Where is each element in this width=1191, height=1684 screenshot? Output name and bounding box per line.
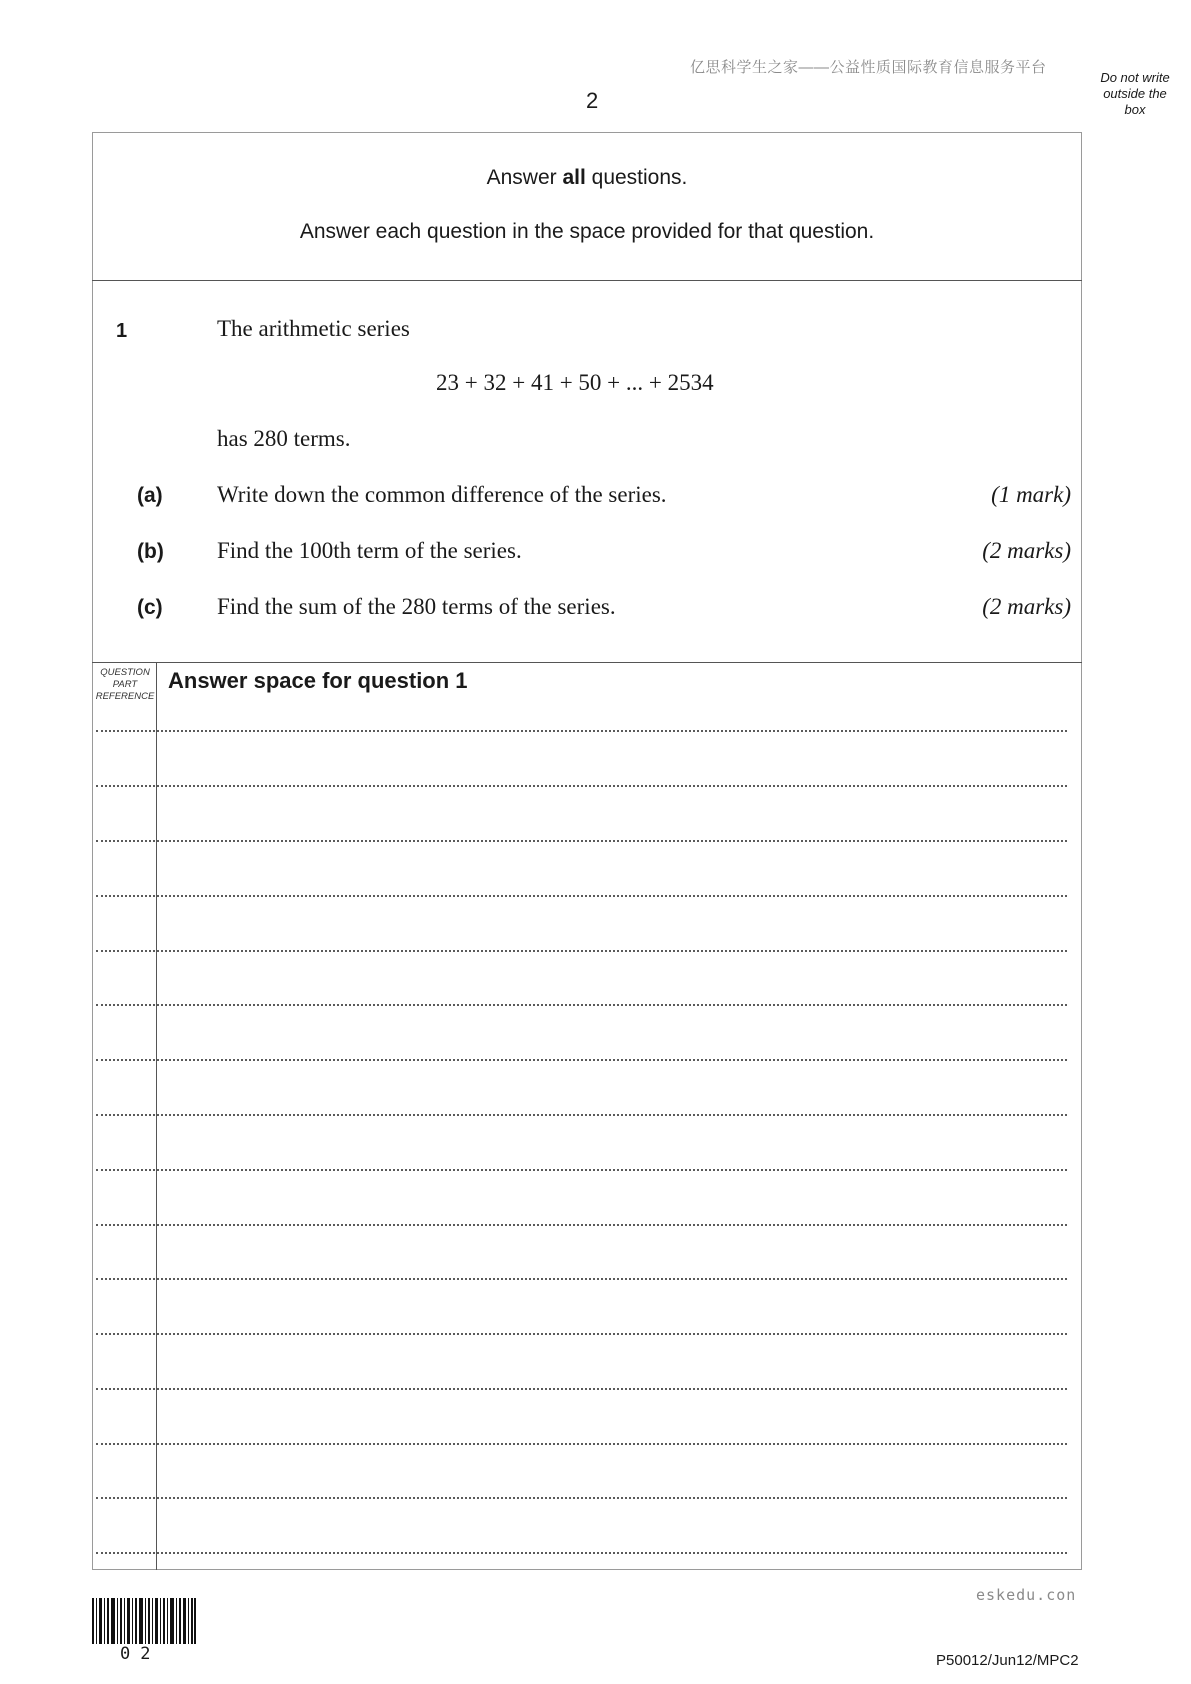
- answer-line[interactable]: [96, 1497, 1067, 1499]
- answer-line[interactable]: [96, 950, 1067, 952]
- answer-line[interactable]: [96, 1443, 1067, 1445]
- part-text-b: Find the 100th term of the series.: [217, 538, 522, 563]
- barcode-icon: [92, 1598, 196, 1644]
- answer-line[interactable]: [96, 1388, 1067, 1390]
- part-marks-a: (1 mark): [991, 482, 1071, 507]
- series-expression: 23 + 32 + 41 + 50 + ... + 2534: [436, 370, 714, 395]
- part-marks-c: (2 marks): [982, 594, 1071, 619]
- part-label-b: (b): [137, 540, 164, 563]
- answer-line[interactable]: [96, 1114, 1067, 1116]
- answer-space-title: Answer space for question 1: [168, 668, 468, 693]
- section-divider: [92, 280, 1082, 281]
- question-intro: The arithmetic series: [217, 316, 410, 341]
- answer-line[interactable]: [96, 1169, 1067, 1171]
- question-terms: has 280 terms.: [217, 426, 351, 451]
- part-text-c: Find the sum of the 280 terms of the series.: [217, 594, 616, 619]
- part-text-a: Write down the common difference of the series.: [217, 482, 667, 507]
- answer-line[interactable]: [96, 895, 1067, 897]
- instruction-text: questions.: [585, 166, 688, 189]
- barcode-number: 02: [120, 1644, 161, 1664]
- part-marks-b: (2 marks): [982, 538, 1071, 563]
- question-number: 1: [116, 320, 128, 342]
- instruction-emphasis: all: [562, 166, 586, 189]
- instruction-line-1: [92, 166, 1082, 190]
- margin-note-line-3: box: [1124, 102, 1146, 117]
- answer-line[interactable]: [96, 1333, 1067, 1335]
- instruction-line-2: Answer each question in the space provided for that question.: [299, 220, 875, 243]
- instruction-text: Answer: [486, 166, 563, 189]
- answer-line[interactable]: [96, 785, 1067, 787]
- part-label-c: (c): [137, 596, 163, 619]
- answer-line[interactable]: [96, 840, 1067, 842]
- reference-label-line: PART: [112, 679, 138, 690]
- answer-line[interactable]: [96, 1059, 1067, 1061]
- answer-space-divider: [92, 662, 1082, 663]
- answer-line[interactable]: [96, 1004, 1067, 1006]
- margin-note-line-1: Do not write: [1100, 70, 1170, 85]
- question-frame: [92, 132, 1082, 1570]
- reference-column-divider: [156, 662, 157, 1570]
- reference-label-line: QUESTION: [100, 667, 150, 678]
- reference-label-line: REFERENCE: [95, 691, 155, 702]
- watermark-text: 亿思科学生之家——公益性质国际教育信息服务平台: [690, 59, 1047, 76]
- paper-code: P50012/Jun12/MPC2: [936, 1652, 1079, 1669]
- page-number: 2: [586, 88, 599, 113]
- answer-line[interactable]: [96, 1552, 1067, 1554]
- answer-line[interactable]: [96, 730, 1067, 732]
- margin-note-line-2: outside the: [1103, 86, 1167, 101]
- question-part-reference-label: [94, 667, 156, 703]
- answer-line[interactable]: [96, 1278, 1067, 1280]
- footer-site-text: eskedu.con: [976, 1586, 1077, 1604]
- margin-note: [1090, 70, 1180, 118]
- part-label-a: (a): [137, 484, 163, 507]
- answer-line[interactable]: [96, 1224, 1067, 1226]
